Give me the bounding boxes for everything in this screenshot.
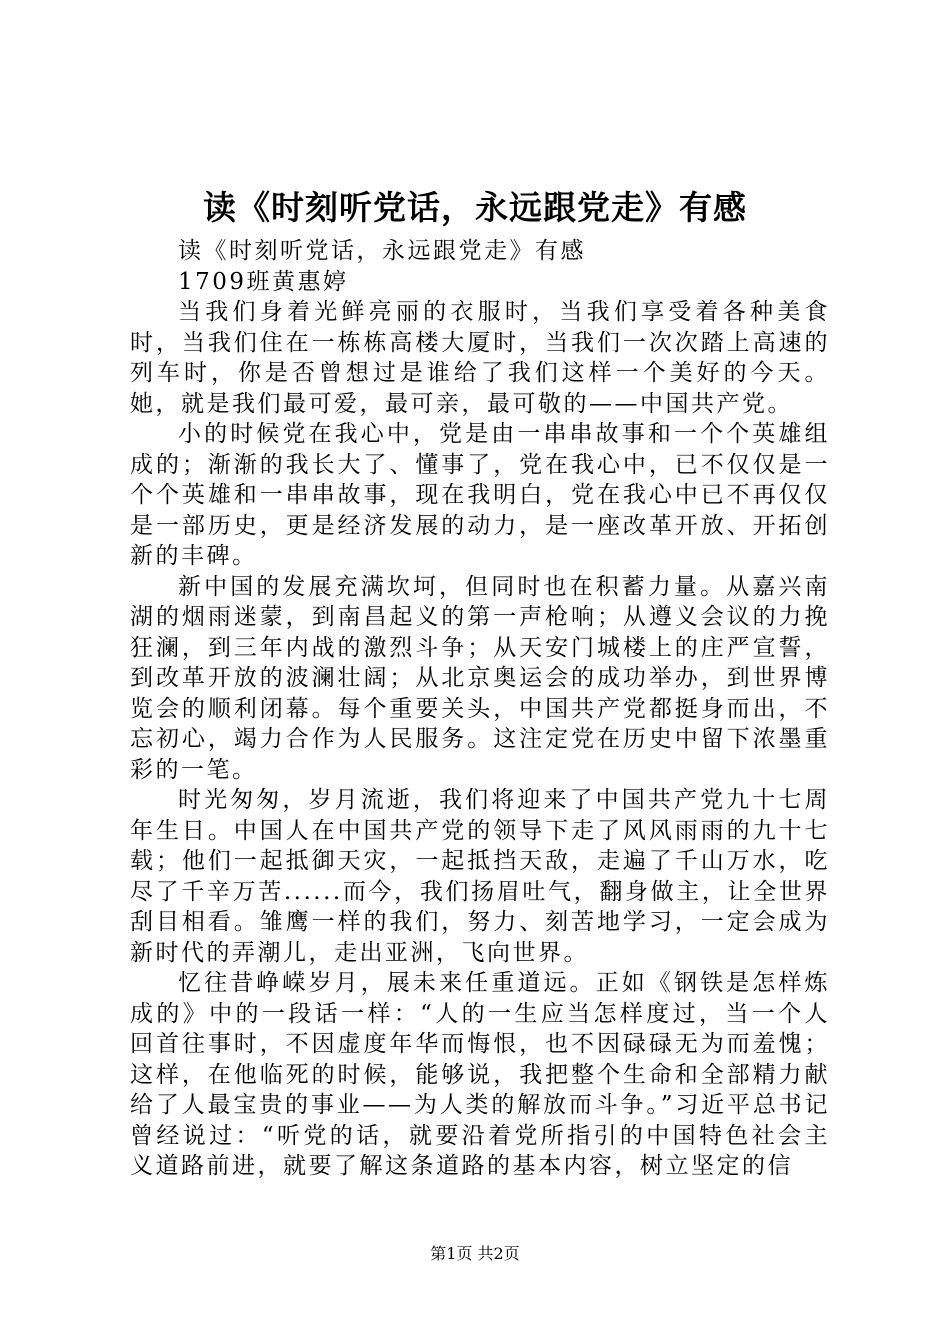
body-paragraph: 时光匆匆，岁月流逝，我们将迎来了中国共产党九十七周年生日。中国人在中国共产党的领导下走了风风雨雨的九十七载；他们一起抵御天灾，一起抵挡天敌，走遍了千山万水，吃尽了千辛万苦......而今，我们扬眉吐气，翻身做主，让全世界刮目相看。雏鹰一样的我们，努力、刻苦地学习，一定会成为新时代的弄潮儿，走出亚洲，飞向世界。: [130, 787, 830, 966]
document-title: 读《时刻听党话，永远跟党走》有感: [203, 188, 747, 227]
document-body: [130, 236, 830, 1182]
author-line: 1709班黄惠婷: [178, 268, 349, 295]
body-paragraph: 小的时候党在我心中，党是由一串串故事和一个个英雄组成的；渐渐的我长大了、懂事了，党在我心中，已不仅仅是一个个英雄和一串串故事，现在我明白，党在我心中已不再仅仅是一部历史，更是经济发展的动力，是一座改革开放、开拓创新的丰碑。: [130, 421, 830, 569]
body-paragraph: 读《时刻听党话，永远跟党走》有感: [178, 238, 586, 264]
body-paragraph: 新中国的发展充满坎坷，但同时也在积蓄力量。从嘉兴南湖的烟雨迷蒙，到南昌起义的第一声枪响；从遵义会议的力挽狂澜，到三年内战的激烈斗争；从天安门城楼上的庄严宣誓，到改革开放的波澜壮阔；从北京奥运会的成功举办，到世界博览会的顺利闭幕。每个重要关头，中国共产党都挺身而出，不忘初心，竭力合作为人民服务。这注定党在历史中留下浓墨重彩的一笔。: [130, 573, 830, 783]
body-paragraph: 忆往昔峥嵘岁月，展未来任重道远。正如《钢铁是怎样炼成的》中的一段话一样：“人的一生应当怎样度过，当一个人回首往事时，不因虚度年华而悔恨，也不因碌碌无为而羞愧；这样，在他临死的时候，能够说，我把整个生命和全部精力献给了人最宝贵的事业——为人类的解放而斗争。”习近平总书记曾经说过：“听党的话，就要沿着党所指引的中国特色社会主义道路前进，就要了解这条道路的基本内容，树立坚定的信: [130, 970, 830, 1179]
body-paragraph: 当我们身着光鲜亮丽的衣服时，当我们享受着各种美食时，当我们住在一栋栋高楼大厦时，当我们一次次踏上高速的列车时，你是否曾想过是谁给了我们这样一个美好的今天。她，就是我们最可爱，最可亲，最可敬的——中国共产党。: [130, 299, 830, 417]
page-footer: 第1页 共2页: [430, 1244, 520, 1263]
